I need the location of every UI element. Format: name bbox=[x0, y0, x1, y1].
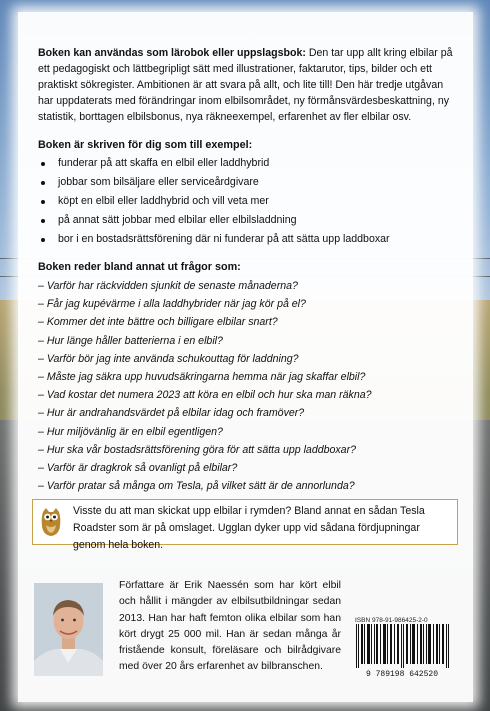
barcode-digits: 9 789198 642520 bbox=[365, 670, 439, 678]
intro-lead: Boken kan användas som lärobok eller uppslagsbok: bbox=[38, 47, 306, 59]
intro-paragraph bbox=[38, 45, 454, 125]
owl-icon bbox=[39, 506, 63, 538]
question-item: – Varför pratar så många om Tesla, på vilket sätt är de annorlunda? bbox=[38, 480, 355, 493]
question-item: – Varför har räckvidden sjunkit de senaste månaderna? bbox=[38, 280, 298, 292]
author-portrait bbox=[34, 583, 103, 676]
list-item-text: på annat sätt jobbar med elbilar eller elbilsladdning bbox=[58, 214, 297, 226]
question-item: – Hur miljövänlig är en elbil egentligen? bbox=[38, 425, 223, 438]
questions-heading: Boken reder bland annat ut frågor som: bbox=[38, 261, 241, 273]
question-item: – Hur är andrahandsvärdet på elbilar idag och framöver? bbox=[38, 407, 305, 420]
back-cover-content bbox=[38, 45, 454, 496]
question-item: – Måste jag säkra upp huvudsäkringarna hemma när jag skaffar elbil? bbox=[38, 371, 366, 384]
list-item bbox=[38, 232, 454, 247]
list-item-text: köpt en elbil eller laddhybrid och vill veta mer bbox=[58, 195, 269, 207]
list-item bbox=[38, 194, 454, 209]
question-item: – Hur länge håller batterierna i en elbil? bbox=[38, 334, 223, 347]
intro-text: Den tar upp allt kring elbilar på ett pedagogiskt och lättbegripligt sätt med illustrationer, faktarutor, tips, bilder och ett praktiskt sökregister. Ambitionen är att svara på allt, och lite till! Den här tredje utgåvan har uppdaterats med förändringar inom elbilsområdet, ny förmånsvärdesbeskattning, ny statistik, borttagen elbilsbonus, nya räkneexempel, erfarenhet av fler elbilar osv. bbox=[38, 47, 453, 123]
isbn-label: ISBN 978-91-986425-2-0 bbox=[355, 617, 428, 624]
fact-box bbox=[32, 499, 458, 551]
question-item: – Hur ska vår bostadsrättsförening göra för att sätta upp laddboxar? bbox=[38, 443, 356, 456]
question-item: – Får jag kupévärme i alla laddhybrider när jag kör på el? bbox=[38, 298, 306, 311]
list-item bbox=[38, 213, 454, 228]
author-photo bbox=[34, 583, 103, 676]
list-item-text: funderar på att skaffa en elbil eller laddhybrid bbox=[58, 157, 270, 169]
question-item: – Varför bör jag inte använda schukouttag för laddning? bbox=[38, 352, 299, 365]
bullet-icon bbox=[41, 181, 45, 185]
question-item: – Kommer det inte bättre och billigare elbilar snart? bbox=[38, 316, 278, 329]
audience-heading: Boken är skriven för dig som till exempel: bbox=[38, 139, 253, 151]
audience-list bbox=[38, 156, 454, 247]
bullet-icon bbox=[41, 219, 45, 223]
bullet-icon bbox=[41, 162, 45, 166]
question-item: – Vad kostar det numera 2023 att köra en elbil och hur ska man räkna? bbox=[38, 389, 372, 402]
question-item: – Varför är dragkrok så ovanligt på elbilar? bbox=[38, 462, 238, 475]
fact-box-text: Visste du att man skickat upp elbilar i rymden? Bland annat en sådan Tesla Roadster som är på omslaget. Ugglan dyker upp vid sådana fördjupningar genom hela boken. bbox=[73, 505, 425, 551]
list-item bbox=[38, 175, 454, 190]
bullet-icon bbox=[41, 238, 45, 242]
list-item bbox=[38, 156, 454, 171]
barcode bbox=[350, 624, 460, 678]
list-item-text: jobbar som bilsäljare eller serviceårdgivare bbox=[58, 176, 259, 188]
list-item-text: bor i en bostadsrättsförening där ni funderar på att sätta upp laddboxar bbox=[58, 233, 390, 245]
questions-list bbox=[38, 278, 454, 494]
bullet-icon bbox=[41, 200, 45, 204]
author-bio: Författare är Erik Naessén som har kört elbil och hållit i mängder av elbilsutbildningar sedan 2013. Han har haft femton olika elbilar som han kört drygt 25 000 mil. Han är sedan många år fristående konsult, föreläsare och bilrådgivare med över 20 års erfarenhet av bilbranschen. bbox=[119, 580, 341, 673]
